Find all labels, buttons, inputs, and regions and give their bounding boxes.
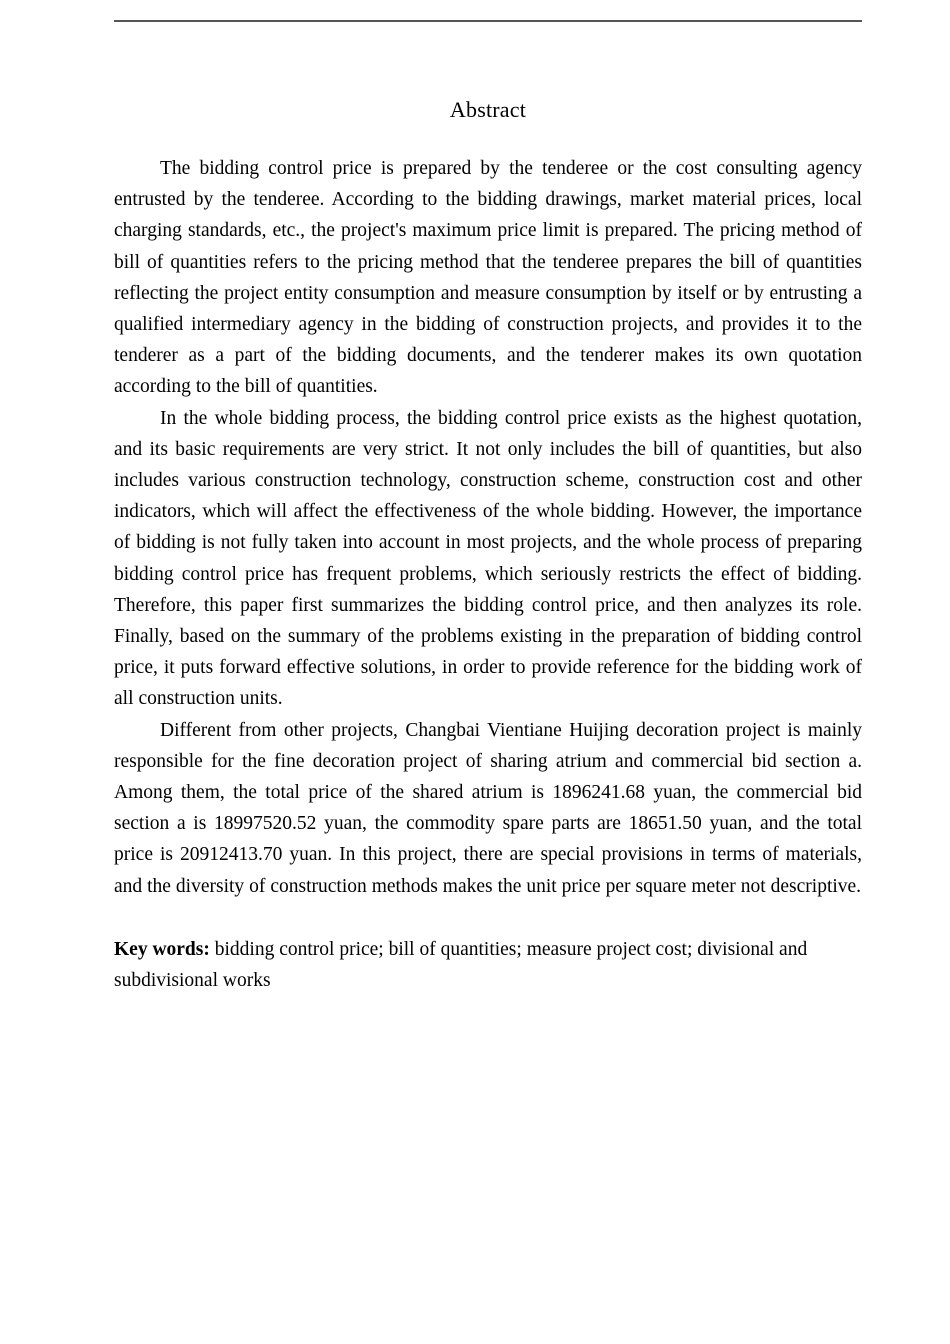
document-body — [114, 95, 862, 996]
abstract-paragraph-3: Different from other projects, Changbai Vientiane Huijing decoration project is mainly responsible for the fine decoration project of sharing atrium and commercial bid section a. Among them, the total price of the shared atrium is 1896241.68 yuan, the commercial bid section a is 18997520.52 yuan, the commodity spare parts are 18651.50 yuan, and the total price is 20912413.70 yuan. In this project, there are special provisions in terms of materials, and the diversity of construction methods makes the unit price per square meter not descriptive. — [114, 719, 862, 897]
keywords-spacer — [114, 902, 862, 934]
keywords-block — [114, 934, 814, 996]
keywords-label: Key words: — [114, 938, 210, 960]
keywords-value: bidding control price; bill of quantities; measure project cost; divisional and subdivisional works — [114, 938, 808, 992]
abstract-paragraph-2: In the whole bidding process, the bidding control price exists as the highest quotation, and its basic requirements are very strict. It not only includes the bill of quantities, but also includes various construction technology, construction scheme, construction cost and other indicators, which will affect the effectiveness of the whole bidding. However, the importance of bidding is not fully taken into account in most projects, and the whole process of preparing bidding control price has frequent problems, which seriously restricts the effect of bidding. Therefore, this paper first summarizes the bidding control price, and then analyzes its role. Finally, based on the summary of the problems existing in the preparation of bidding control price, it puts forward effective solutions, in order to provide reference for the bidding work of all construction units. — [114, 407, 862, 710]
page-title: Abstract — [449, 97, 527, 122]
header-rule-divider — [114, 20, 862, 22]
abstract-paragraph-1: The bidding control price is prepared by the tenderee or the cost consulting agency entrusted by the tenderee. According to the bidding drawings, market material prices, local charging standards, etc., the project's maximum price limit is prepared. The pricing method of bill of quantities refers to the pricing method that the tenderee prepares the bill of quantities reflecting the project entity consumption and measure consumption by itself or by entrusting a qualified intermediary agency in the bidding of construction projects, and provides it to the tenderer as a part of the bidding documents, and the tenderer makes its own quotation according to the bill of quantities. — [114, 158, 862, 398]
